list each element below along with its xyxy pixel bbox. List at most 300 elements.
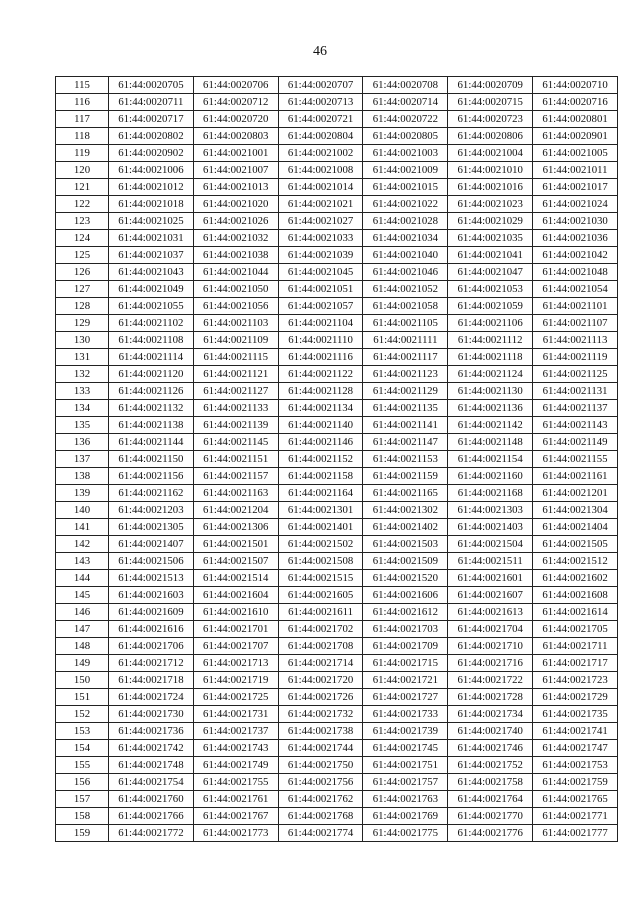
row-number-cell: 138 — [56, 468, 109, 485]
cadastral-code-cell: 61:44:0021305 — [109, 519, 194, 536]
row-number-cell: 159 — [56, 825, 109, 842]
cadastral-code-cell: 61:44:0021148 — [448, 434, 533, 451]
cadastral-code-cell: 61:44:0021114 — [109, 349, 194, 366]
cadastral-code-cell: 61:44:0021760 — [109, 791, 194, 808]
cadastral-code-cell: 61:44:0021043 — [109, 264, 194, 281]
cadastral-code-cell: 61:44:0021739 — [363, 723, 448, 740]
cadastral-code-cell: 61:44:0021050 — [193, 281, 278, 298]
cadastral-code-cell: 61:44:0021002 — [278, 145, 363, 162]
cadastral-code-cell: 61:44:0021602 — [533, 570, 618, 587]
cadastral-code-cell: 61:44:0020714 — [363, 94, 448, 111]
cadastral-code-cell: 61:44:0021703 — [363, 621, 448, 638]
cadastral-code-cell: 61:44:0021159 — [363, 468, 448, 485]
cadastral-code-cell: 61:44:0021613 — [448, 604, 533, 621]
table-row — [56, 94, 618, 111]
table-row — [56, 451, 618, 468]
cadastral-code-cell: 61:44:0021404 — [533, 519, 618, 536]
cadastral-code-cell: 61:44:0021008 — [278, 162, 363, 179]
cadastral-code-cell: 61:44:0021717 — [533, 655, 618, 672]
cadastral-code-cell: 61:44:0021719 — [193, 672, 278, 689]
cadastral-code-cell: 61:44:0021764 — [448, 791, 533, 808]
cadastral-code-cell: 61:44:0021133 — [193, 400, 278, 417]
cadastral-code-cell: 61:44:0020713 — [278, 94, 363, 111]
cadastral-code-cell: 61:44:0021609 — [109, 604, 194, 621]
cadastral-code-cell: 61:44:0021748 — [109, 757, 194, 774]
row-number-cell: 123 — [56, 213, 109, 230]
cadastral-code-cell: 61:44:0021735 — [533, 706, 618, 723]
cadastral-code-cell: 61:44:0021053 — [448, 281, 533, 298]
cadastral-code-cell: 61:44:0021126 — [109, 383, 194, 400]
table-row — [56, 655, 618, 672]
row-number-cell: 149 — [56, 655, 109, 672]
cadastral-code-cell: 61:44:0021115 — [193, 349, 278, 366]
cadastral-code-cell: 61:44:0021603 — [109, 587, 194, 604]
table-row — [56, 621, 618, 638]
cadastral-code-cell: 61:44:0021140 — [278, 417, 363, 434]
cadastral-code-cell: 61:44:0021401 — [278, 519, 363, 536]
page-number: 46 — [313, 44, 327, 59]
cadastral-code-cell: 61:44:0020720 — [193, 111, 278, 128]
row-number-cell: 143 — [56, 553, 109, 570]
cadastral-code-cell: 61:44:0021402 — [363, 519, 448, 536]
cadastral-code-cell: 61:44:0021709 — [363, 638, 448, 655]
cadastral-code-cell: 61:44:0021755 — [193, 774, 278, 791]
cadastral-code-cell: 61:44:0021055 — [109, 298, 194, 315]
cadastral-code-cell: 61:44:0020711 — [109, 94, 194, 111]
cadastral-code-cell: 61:44:0021616 — [109, 621, 194, 638]
cadastral-code-cell: 61:44:0021705 — [533, 621, 618, 638]
cadastral-code-cell: 61:44:0021022 — [363, 196, 448, 213]
cadastral-code-cell: 61:44:0021749 — [193, 757, 278, 774]
row-number-cell: 147 — [56, 621, 109, 638]
cadastral-code-cell: 61:44:0021721 — [363, 672, 448, 689]
cadastral-code-cell: 61:44:0021004 — [448, 145, 533, 162]
cadastral-code-cell: 61:44:0020723 — [448, 111, 533, 128]
row-number-cell: 126 — [56, 264, 109, 281]
cadastral-code-cell: 61:44:0021770 — [448, 808, 533, 825]
cadastral-code-cell: 61:44:0020715 — [448, 94, 533, 111]
cadastral-code-cell: 61:44:0021052 — [363, 281, 448, 298]
cadastral-code-cell: 61:44:0021704 — [448, 621, 533, 638]
cadastral-code-cell: 61:44:0021710 — [448, 638, 533, 655]
cadastral-code-cell: 61:44:0021403 — [448, 519, 533, 536]
cadastral-code-cell: 61:44:0021771 — [533, 808, 618, 825]
cadastral-code-cell: 61:44:0020806 — [448, 128, 533, 145]
table-row — [56, 502, 618, 519]
cadastral-code-cell: 61:44:0021039 — [278, 247, 363, 264]
cadastral-code-cell: 61:44:0020802 — [109, 128, 194, 145]
cadastral-code-cell: 61:44:0021111 — [363, 332, 448, 349]
cadastral-code-cell: 61:44:0021765 — [533, 791, 618, 808]
cadastral-code-cell: 61:44:0021054 — [533, 281, 618, 298]
cadastral-code-cell: 61:44:0021740 — [448, 723, 533, 740]
table-row — [56, 128, 618, 145]
cadastral-code-cell: 61:44:0021121 — [193, 366, 278, 383]
table-row — [56, 723, 618, 740]
cadastral-code-cell: 61:44:0020712 — [193, 94, 278, 111]
cadastral-code-cell: 61:44:0021141 — [363, 417, 448, 434]
table-row — [56, 689, 618, 706]
cadastral-code-cell: 61:44:0021725 — [193, 689, 278, 706]
table-row — [56, 383, 618, 400]
table-row — [56, 247, 618, 264]
cadastral-code-cell: 61:44:0021737 — [193, 723, 278, 740]
cadastral-code-cell: 61:44:0021726 — [278, 689, 363, 706]
cadastral-code-cell: 61:44:0021610 — [193, 604, 278, 621]
table-row — [56, 332, 618, 349]
cadastral-code-cell: 61:44:0021706 — [109, 638, 194, 655]
cadastral-code-cell: 61:44:0021147 — [363, 434, 448, 451]
cadastral-code-cell: 61:44:0021407 — [109, 536, 194, 553]
cadastral-code-cell: 61:44:0021204 — [193, 502, 278, 519]
cadastral-code-cell: 61:44:0021736 — [109, 723, 194, 740]
table-row — [56, 179, 618, 196]
cadastral-code-cell: 61:44:0021020 — [193, 196, 278, 213]
cadastral-code-cell: 61:44:0021606 — [363, 587, 448, 604]
cadastral-code-cell: 61:44:0021303 — [448, 502, 533, 519]
cadastral-code-cell: 61:44:0020801 — [533, 111, 618, 128]
row-number-cell: 121 — [56, 179, 109, 196]
cadastral-code-cell: 61:44:0021766 — [109, 808, 194, 825]
cadastral-code-cell: 61:44:0021119 — [533, 349, 618, 366]
cadastral-code-cell: 61:44:0020902 — [109, 145, 194, 162]
row-number-cell: 150 — [56, 672, 109, 689]
table-row — [56, 264, 618, 281]
cadastral-code-cell: 61:44:0021109 — [193, 332, 278, 349]
table-row — [56, 638, 618, 655]
cadastral-code-cell: 61:44:0021162 — [109, 485, 194, 502]
cadastral-code-cell: 61:44:0020707 — [278, 77, 363, 94]
row-number-cell: 152 — [56, 706, 109, 723]
cadastral-code-cell: 61:44:0021508 — [278, 553, 363, 570]
cadastral-code-cell: 61:44:0021509 — [363, 553, 448, 570]
cadastral-code-cell: 61:44:0021728 — [448, 689, 533, 706]
cadastral-code-cell: 61:44:0021017 — [533, 179, 618, 196]
cadastral-code-cell: 61:44:0021715 — [363, 655, 448, 672]
cadastral-code-cell: 61:44:0021021 — [278, 196, 363, 213]
cadastral-code-cell: 61:44:0021731 — [193, 706, 278, 723]
cadastral-code-cell: 61:44:0020716 — [533, 94, 618, 111]
table-row — [56, 740, 618, 757]
cadastral-code-cell: 61:44:0021720 — [278, 672, 363, 689]
cadastral-code-cell: 61:44:0021758 — [448, 774, 533, 791]
row-number-cell: 134 — [56, 400, 109, 417]
cadastral-code-cell: 61:44:0021714 — [278, 655, 363, 672]
cadastral-code-cell: 61:44:0021776 — [448, 825, 533, 842]
cadastral-code-cell: 61:44:0021708 — [278, 638, 363, 655]
cadastral-code-cell: 61:44:0021730 — [109, 706, 194, 723]
cadastral-code-cell: 61:44:0020708 — [363, 77, 448, 94]
cadastral-code-cell: 61:44:0021012 — [109, 179, 194, 196]
cadastral-code-cell: 61:44:0021742 — [109, 740, 194, 757]
cadastral-code-cell: 61:44:0021512 — [533, 553, 618, 570]
row-number-cell: 132 — [56, 366, 109, 383]
cadastral-code-cell: 61:44:0021201 — [533, 485, 618, 502]
row-number-cell: 151 — [56, 689, 109, 706]
cadastral-code-cell: 61:44:0021142 — [448, 417, 533, 434]
table-row — [56, 791, 618, 808]
cadastral-code-cell: 61:44:0021026 — [193, 213, 278, 230]
table-row — [56, 417, 618, 434]
cadastral-code-cell: 61:44:0021118 — [448, 349, 533, 366]
cadastral-code-cell: 61:44:0021144 — [109, 434, 194, 451]
cadastral-code-cell: 61:44:0021101 — [533, 298, 618, 315]
cadastral-code-cell: 61:44:0021753 — [533, 757, 618, 774]
table-row — [56, 213, 618, 230]
row-number-cell: 116 — [56, 94, 109, 111]
cadastral-code-cell: 61:44:0021136 — [448, 400, 533, 417]
cadastral-code-cell: 61:44:0021604 — [193, 587, 278, 604]
cadastral-code-cell: 61:44:0021745 — [363, 740, 448, 757]
table-row — [56, 519, 618, 536]
cadastral-code-cell: 61:44:0021501 — [193, 536, 278, 553]
cadastral-code-cell: 61:44:0021608 — [533, 587, 618, 604]
cadastral-code-cell: 61:44:0021139 — [193, 417, 278, 434]
cadastral-code-cell: 61:44:0021302 — [363, 502, 448, 519]
table-row — [56, 281, 618, 298]
cadastral-code-cell: 61:44:0021612 — [363, 604, 448, 621]
cadastral-code-cell: 61:44:0021769 — [363, 808, 448, 825]
cadastral-code-cell: 61:44:0021132 — [109, 400, 194, 417]
cadastral-code-cell: 61:44:0021767 — [193, 808, 278, 825]
cadastral-code-cell: 61:44:0021130 — [448, 383, 533, 400]
cadastral-code-cell: 61:44:0021031 — [109, 230, 194, 247]
cadastral-code-cell: 61:44:0021116 — [278, 349, 363, 366]
row-number-cell: 127 — [56, 281, 109, 298]
cadastral-code-cell: 61:44:0021746 — [448, 740, 533, 757]
cadastral-code-cell: 61:44:0021164 — [278, 485, 363, 502]
cadastral-code-cell: 61:44:0021732 — [278, 706, 363, 723]
cadastral-code-cell: 61:44:0021110 — [278, 332, 363, 349]
cadastral-code-cell: 61:44:0021047 — [448, 264, 533, 281]
table-body — [56, 77, 618, 842]
cadastral-code-cell: 61:44:0021015 — [363, 179, 448, 196]
cadastral-code-cell: 61:44:0021045 — [278, 264, 363, 281]
cadastral-code-cell: 61:44:0020709 — [448, 77, 533, 94]
row-number-cell: 139 — [56, 485, 109, 502]
cadastral-code-cell: 61:44:0021747 — [533, 740, 618, 757]
row-number-cell: 136 — [56, 434, 109, 451]
cadastral-code-cell: 61:44:0021301 — [278, 502, 363, 519]
cadastral-code-cell: 61:44:0021030 — [533, 213, 618, 230]
cadastral-code-cell: 61:44:0021761 — [193, 791, 278, 808]
cadastral-code-cell: 61:44:0021040 — [363, 247, 448, 264]
cadastral-code-cell: 61:44:0021775 — [363, 825, 448, 842]
cadastral-code-cell: 61:44:0021009 — [363, 162, 448, 179]
cadastral-code-cell: 61:44:0021505 — [533, 536, 618, 553]
cadastral-code-cell: 61:44:0021768 — [278, 808, 363, 825]
cadastral-code-cell: 61:44:0021772 — [109, 825, 194, 842]
table-row — [56, 604, 618, 621]
row-number-cell: 115 — [56, 77, 109, 94]
row-number-cell: 125 — [56, 247, 109, 264]
cadastral-code-cell: 61:44:0021161 — [533, 468, 618, 485]
cadastral-code-cell: 61:44:0021750 — [278, 757, 363, 774]
cadastral-table — [55, 76, 618, 842]
table-row — [56, 536, 618, 553]
cadastral-code-cell: 61:44:0021160 — [448, 468, 533, 485]
row-number-cell: 141 — [56, 519, 109, 536]
cadastral-code-cell: 61:44:0021105 — [363, 315, 448, 332]
cadastral-code-cell: 61:44:0021723 — [533, 672, 618, 689]
cadastral-code-cell: 61:44:0020710 — [533, 77, 618, 94]
cadastral-code-cell: 61:44:0021027 — [278, 213, 363, 230]
row-number-cell: 144 — [56, 570, 109, 587]
cadastral-code-cell: 61:44:0021503 — [363, 536, 448, 553]
row-number-cell: 118 — [56, 128, 109, 145]
cadastral-code-cell: 61:44:0021727 — [363, 689, 448, 706]
cadastral-code-cell: 61:44:0021013 — [193, 179, 278, 196]
table-row — [56, 400, 618, 417]
cadastral-code-cell: 61:44:0021151 — [193, 451, 278, 468]
table-row — [56, 553, 618, 570]
cadastral-code-cell: 61:44:0021058 — [363, 298, 448, 315]
cadastral-code-cell: 61:44:0021153 — [363, 451, 448, 468]
cadastral-code-cell: 61:44:0021712 — [109, 655, 194, 672]
cadastral-code-cell: 61:44:0021707 — [193, 638, 278, 655]
cadastral-code-cell: 61:44:0021007 — [193, 162, 278, 179]
cadastral-code-cell: 61:44:0021006 — [109, 162, 194, 179]
cadastral-code-cell: 61:44:0021145 — [193, 434, 278, 451]
cadastral-code-cell: 61:44:0021046 — [363, 264, 448, 281]
cadastral-code-cell: 61:44:0021713 — [193, 655, 278, 672]
table-row — [56, 485, 618, 502]
cadastral-code-cell: 61:44:0021127 — [193, 383, 278, 400]
cadastral-code-cell: 61:44:0021048 — [533, 264, 618, 281]
cadastral-code-cell: 61:44:0021774 — [278, 825, 363, 842]
table-row — [56, 468, 618, 485]
cadastral-code-cell: 61:44:0021729 — [533, 689, 618, 706]
cadastral-code-cell: 61:44:0021514 — [193, 570, 278, 587]
cadastral-code-cell: 61:44:0021024 — [533, 196, 618, 213]
cadastral-code-cell: 61:44:0021032 — [193, 230, 278, 247]
cadastral-code-cell: 61:44:0020803 — [193, 128, 278, 145]
row-number-cell: 158 — [56, 808, 109, 825]
cadastral-code-cell: 61:44:0021010 — [448, 162, 533, 179]
cadastral-code-cell: 61:44:0021149 — [533, 434, 618, 451]
row-number-cell: 129 — [56, 315, 109, 332]
cadastral-code-cell: 61:44:0021025 — [109, 213, 194, 230]
table-row — [56, 774, 618, 791]
cadastral-code-cell: 61:44:0021123 — [363, 366, 448, 383]
cadastral-code-cell: 61:44:0021042 — [533, 247, 618, 264]
table-row — [56, 230, 618, 247]
cadastral-code-cell: 61:44:0021163 — [193, 485, 278, 502]
cadastral-code-cell: 61:44:0020901 — [533, 128, 618, 145]
row-number-cell: 128 — [56, 298, 109, 315]
table-row — [56, 162, 618, 179]
cadastral-code-cell: 61:44:0021738 — [278, 723, 363, 740]
cadastral-code-cell: 61:44:0021507 — [193, 553, 278, 570]
cadastral-code-cell: 61:44:0021504 — [448, 536, 533, 553]
cadastral-code-cell: 61:44:0021041 — [448, 247, 533, 264]
cadastral-code-cell: 61:44:0021733 — [363, 706, 448, 723]
cadastral-code-cell: 61:44:0021112 — [448, 332, 533, 349]
cadastral-code-cell: 61:44:0021023 — [448, 196, 533, 213]
cadastral-code-cell: 61:44:0021506 — [109, 553, 194, 570]
cadastral-code-cell: 61:44:0021306 — [193, 519, 278, 536]
cadastral-code-cell: 61:44:0021716 — [448, 655, 533, 672]
cadastral-code-cell: 61:44:0021165 — [363, 485, 448, 502]
cadastral-code-cell: 61:44:0020705 — [109, 77, 194, 94]
cadastral-code-cell: 61:44:0020717 — [109, 111, 194, 128]
row-number-cell: 124 — [56, 230, 109, 247]
cadastral-code-cell: 61:44:0021106 — [448, 315, 533, 332]
cadastral-code-cell: 61:44:0021155 — [533, 451, 618, 468]
cadastral-code-cell: 61:44:0021113 — [533, 332, 618, 349]
cadastral-code-cell: 61:44:0021702 — [278, 621, 363, 638]
cadastral-code-cell: 61:44:0021137 — [533, 400, 618, 417]
cadastral-code-cell: 61:44:0021605 — [278, 587, 363, 604]
cadastral-code-cell: 61:44:0021056 — [193, 298, 278, 315]
cadastral-code-cell: 61:44:0021125 — [533, 366, 618, 383]
cadastral-code-cell: 61:44:0021515 — [278, 570, 363, 587]
table-row — [56, 757, 618, 774]
cadastral-code-cell: 61:44:0021741 — [533, 723, 618, 740]
row-number-cell: 148 — [56, 638, 109, 655]
cadastral-code-cell: 61:44:0021016 — [448, 179, 533, 196]
cadastral-code-cell: 61:44:0021614 — [533, 604, 618, 621]
cadastral-code-cell: 61:44:0021128 — [278, 383, 363, 400]
cadastral-code-cell: 61:44:0021701 — [193, 621, 278, 638]
cadastral-code-cell: 61:44:0021124 — [448, 366, 533, 383]
cadastral-code-cell: 61:44:0021757 — [363, 774, 448, 791]
cadastral-code-cell: 61:44:0021743 — [193, 740, 278, 757]
cadastral-code-cell: 61:44:0021057 — [278, 298, 363, 315]
cadastral-code-cell: 61:44:0021724 — [109, 689, 194, 706]
row-number-cell: 120 — [56, 162, 109, 179]
cadastral-code-cell: 61:44:0021751 — [363, 757, 448, 774]
cadastral-code-cell: 61:44:0021107 — [533, 315, 618, 332]
table-row — [56, 111, 618, 128]
cadastral-code-cell: 61:44:0021158 — [278, 468, 363, 485]
cadastral-code-cell: 61:44:0021722 — [448, 672, 533, 689]
cadastral-code-cell: 61:44:0021018 — [109, 196, 194, 213]
cadastral-code-cell: 61:44:0021762 — [278, 791, 363, 808]
cadastral-code-cell: 61:44:0021117 — [363, 349, 448, 366]
cadastral-code-cell: 61:44:0021102 — [109, 315, 194, 332]
cadastral-code-cell: 61:44:0020706 — [193, 77, 278, 94]
table-row — [56, 672, 618, 689]
cadastral-code-cell: 61:44:0021131 — [533, 383, 618, 400]
cadastral-code-cell: 61:44:0021103 — [193, 315, 278, 332]
cadastral-code-cell: 61:44:0021028 — [363, 213, 448, 230]
row-number-cell: 153 — [56, 723, 109, 740]
cadastral-code-cell: 61:44:0021304 — [533, 502, 618, 519]
cadastral-code-cell: 61:44:0021029 — [448, 213, 533, 230]
cadastral-code-cell: 61:44:0021157 — [193, 468, 278, 485]
cadastral-code-cell: 61:44:0021011 — [533, 162, 618, 179]
table-row — [56, 366, 618, 383]
row-number-cell: 140 — [56, 502, 109, 519]
cadastral-code-cell: 61:44:0021718 — [109, 672, 194, 689]
cadastral-code-cell: 61:44:0020722 — [363, 111, 448, 128]
cadastral-code-cell: 61:44:0021034 — [363, 230, 448, 247]
cadastral-code-cell: 61:44:0021203 — [109, 502, 194, 519]
row-number-cell: 131 — [56, 349, 109, 366]
cadastral-code-cell: 61:44:0021744 — [278, 740, 363, 757]
row-number-cell: 135 — [56, 417, 109, 434]
cadastral-code-cell: 61:44:0021135 — [363, 400, 448, 417]
cadastral-code-cell: 61:44:0021051 — [278, 281, 363, 298]
cadastral-code-cell: 61:44:0021154 — [448, 451, 533, 468]
cadastral-code-cell: 61:44:0021143 — [533, 417, 618, 434]
row-number-cell: 154 — [56, 740, 109, 757]
cadastral-code-cell: 61:44:0021601 — [448, 570, 533, 587]
table-row — [56, 825, 618, 842]
row-number-cell: 156 — [56, 774, 109, 791]
row-number-cell: 117 — [56, 111, 109, 128]
